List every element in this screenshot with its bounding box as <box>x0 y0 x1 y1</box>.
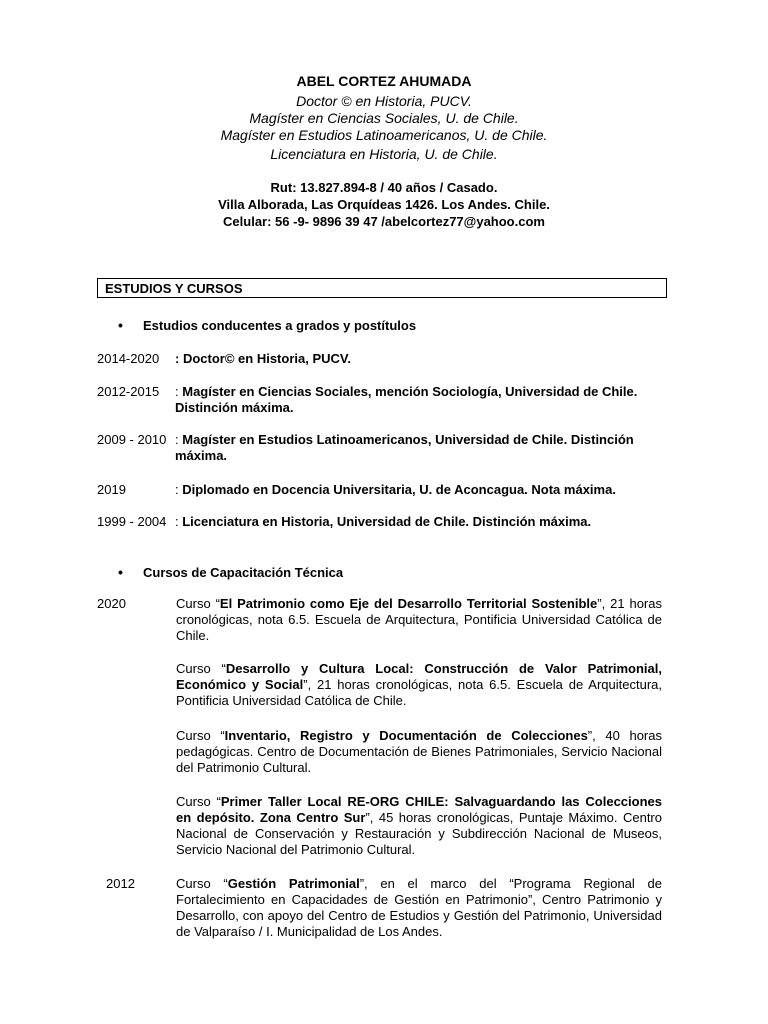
section-header-estudios <box>97 278 667 298</box>
course-title: Desarrollo y Cultura Local: Construcción de Valor Patrimonial, Económico y Social <box>176 661 662 692</box>
contact-rut: Rut: 13.827.894-8 / 40 años / Casado. <box>270 180 498 195</box>
course-title: Inventario, Registro y Documentación de Colecciones <box>224 728 588 743</box>
course-prefix: Curso “ <box>176 596 220 611</box>
course-title: Primer Taller Local RE-ORG CHILE: Salvaguardando las Colecciones en depósito. Zona Centro Sur <box>176 794 662 825</box>
course-prefix: Curso “ <box>176 728 225 743</box>
study-years: 2019 <box>97 482 126 497</box>
study-separator: : <box>175 514 183 529</box>
bullet-degrees-label: Estudios conducentes a grados y postítulos <box>143 318 417 333</box>
course-entry <box>176 661 662 709</box>
study-text: Doctor© en Historia, PUCV. <box>182 351 351 366</box>
course-details: ”, en el marco del “Programa Regional de Fortalecimiento en Capacidades de Gestión en Patrimonio”, Centro Patrimonio y Desarrollo, con apoyo del Centro de Estudios y Gestión del Patrimonio, Universidad de Valparaíso / I. Municipalidad de Los Andes. <box>176 876 663 939</box>
course-entry <box>176 876 662 940</box>
study-years: 1999 - 2004 <box>97 514 167 529</box>
study-years: 2009 - 2010 <box>97 432 167 447</box>
degree-line-3: Magíster en Estudios Latinoamericanos, U. de Chile. <box>220 127 548 143</box>
bullet-icon: • <box>118 317 123 333</box>
course-details: ”, 40 horas pedagógicas. Centro de Documentación de Bienes Patrimoniales, Servicio Nacional del Patrimonio Cultural. <box>176 728 662 775</box>
course-details: ”, 21 horas cronológicas, nota 6.5. Escuela de Arquitectura, Pontificia Universidad Católica de Chile. <box>176 596 662 643</box>
person-name: ABEL CORTEZ AHUMADA <box>296 73 472 89</box>
course-title: El Patrimonio como Eje del Desarrollo Territorial Sostenible <box>219 596 598 611</box>
contact-address: Villa Alborada, Las Orquídeas 1426. Los Andes. Chile. <box>218 197 550 212</box>
degree-line-4: Licenciatura en Historia, U. de Chile. <box>270 146 498 162</box>
course-details: ”, 21 horas cronológicas, nota 6.5. Escuela de Arquitectura, Pontificia Universidad Católica de Chile. <box>176 677 662 708</box>
course-prefix: Curso “ <box>176 794 221 809</box>
section-title: ESTUDIOS Y CURSOS <box>105 281 243 296</box>
course-year: 2020 <box>97 596 126 611</box>
study-text: Licenciatura en Historia, Universidad de Chile. Distinción máxima. <box>182 514 592 529</box>
course-entry <box>176 728 662 776</box>
contact-phone-email: Celular: 56 -9- 9896 39 47 /abelcortez77@yahoo.com <box>223 214 545 229</box>
study-separator: : <box>175 384 183 399</box>
study-separator: : <box>175 432 183 447</box>
bullet-courses-label: Cursos de Capacitación Técnica <box>143 565 344 580</box>
study-text: Magíster en Ciencias Sociales, mención Sociología, Universidad de Chile. Distinción máxima. <box>175 384 638 415</box>
study-text: Diplomado en Docencia Universitaria, U. de Aconcagua. Nota máxima. <box>182 482 616 497</box>
study-years: 2014-2020 <box>97 351 160 366</box>
study-separator: : <box>175 351 183 366</box>
course-details: ”, 45 horas cronológicas, Puntaje Máximo. Centro Nacional de Conservación y Restauración y Subdirección Nacional de Museos, Servicio Nacional del Patrimonio Cultural. <box>176 810 662 857</box>
study-text: Magíster en Estudios Latinoamericanos, Universidad de Chile. Distinción máxima. <box>175 432 634 463</box>
course-prefix: Curso “ <box>176 661 226 676</box>
course-prefix: Curso “ <box>176 876 228 891</box>
bullet-icon: • <box>118 564 123 580</box>
study-years: 2012-2015 <box>97 384 160 399</box>
study-separator: : <box>175 482 183 497</box>
course-title: Gestión Patrimonial <box>227 876 360 891</box>
course-entry <box>176 794 662 858</box>
degree-line-1: Doctor © en Historia, PUCV. <box>296 93 472 109</box>
course-year: 2012 <box>106 876 135 891</box>
degree-line-2: Magíster en Ciencias Sociales, U. de Chile. <box>249 110 519 126</box>
course-entry <box>176 596 662 644</box>
